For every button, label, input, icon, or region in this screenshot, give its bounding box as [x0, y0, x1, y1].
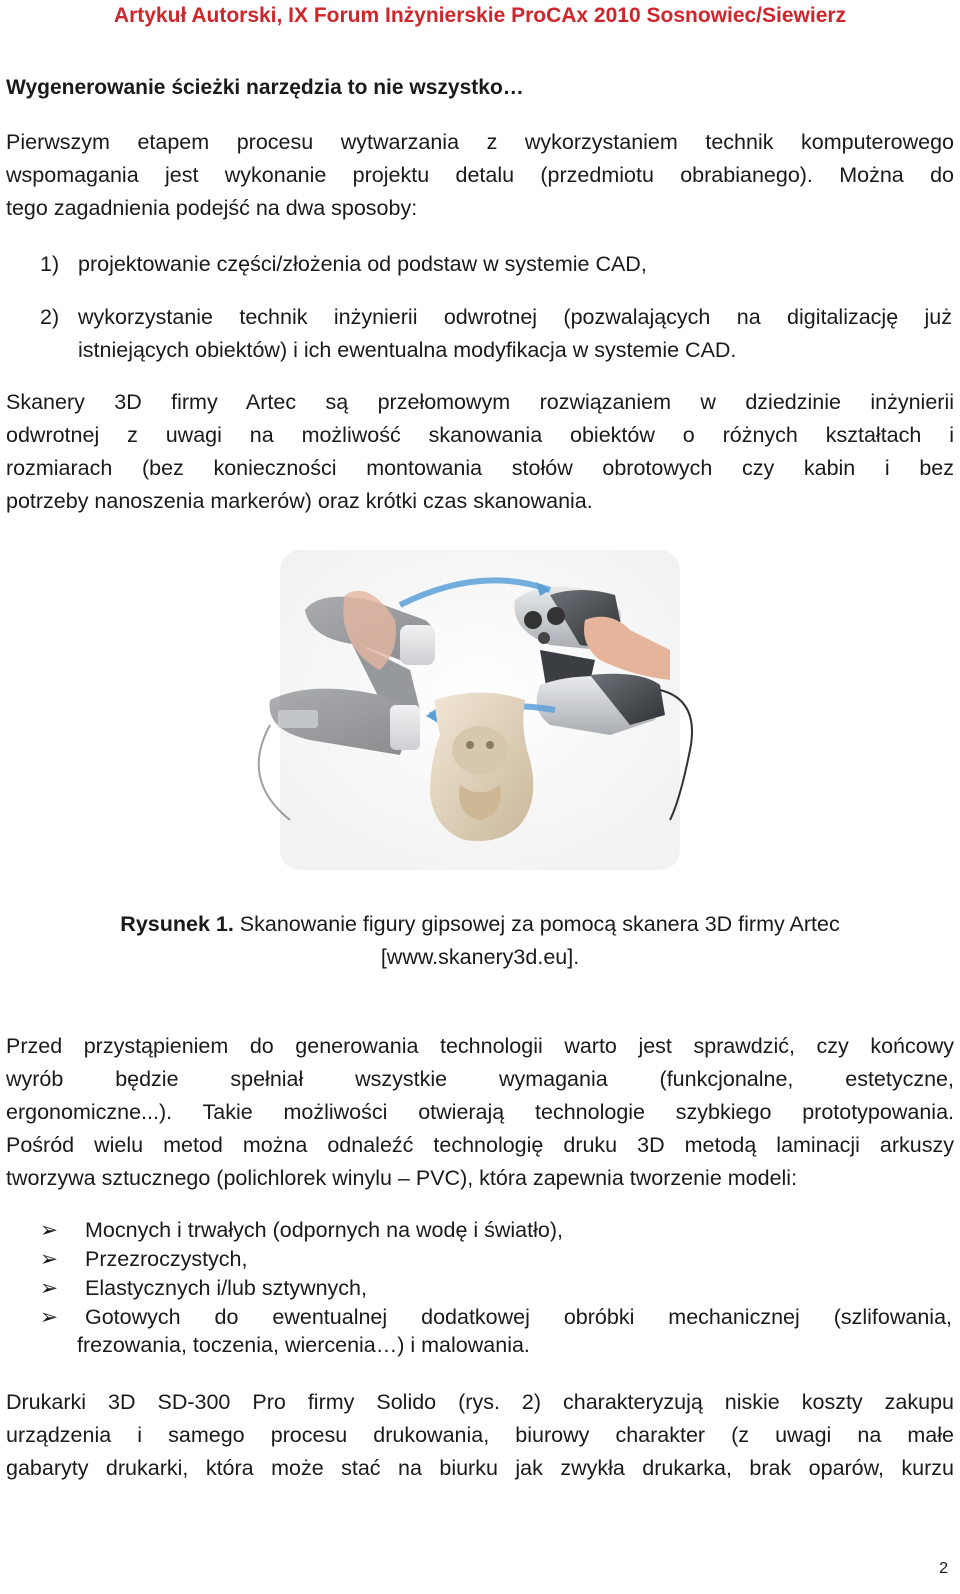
plaster-figure — [430, 693, 533, 842]
bullet-text: Przezroczystych, — [85, 1247, 248, 1271]
arrow-bullet-icon: ➢ — [40, 1305, 59, 1329]
bullet-item-4 — [40, 1303, 952, 1363]
text-line: Przed przystąpieniem do generowania technologii warto jest sprawdzić, czy końcowy — [6, 1034, 954, 1058]
text-line: tworzywa sztucznego (polichlorek winylu – PVC), która zapewnia tworzenie modeli: — [6, 1166, 798, 1190]
arrow-bullet-icon: ➢ — [40, 1218, 59, 1242]
text-line: Skanery 3D firmy Artec są przełomowym rozwiązaniem w dziedzinie inżynierii — [6, 390, 954, 414]
bullet-text: Mocnych i trwałych (odpornych na wodę i światło), — [85, 1218, 563, 1242]
figure-scanner-image — [250, 550, 710, 880]
list-number: 2) — [40, 305, 60, 329]
text-line: potrzeby nanoszenia markerów) oraz krótki czas skanowania. — [6, 489, 593, 513]
list-number: 1) — [40, 252, 60, 276]
figure-caption — [40, 908, 920, 974]
numbered-item-2 — [40, 301, 952, 371]
bullet-text-line: Gotowych do ewentualnej dodatkowej obróbki mechanicznej (szlifowania, — [85, 1305, 952, 1329]
text-line: Pośród wielu metod można odnaleźć technologię druku 3D metodą laminacji arkuszy — [6, 1133, 954, 1157]
paragraph-artec — [6, 386, 954, 518]
numbered-item-1 — [40, 248, 952, 288]
text-line: Drukarki 3D SD-300 Pro firmy Solido (rys. 2) charakteryzują niskie koszty zakupu — [6, 1390, 954, 1414]
paragraph-intro — [6, 126, 954, 225]
list-text-line: istniejących obiektów) i ich ewentualna modyfikacja w systemie CAD. — [78, 338, 737, 362]
bullet-text-line: frezowania, toczenia, wiercenia…) i malowania. — [77, 1333, 530, 1357]
text-line: wyrób będzie spełniał wszystkie wymagania (funkcjonalne, estetyczne, — [6, 1067, 954, 1091]
caption-line-2: [www.skanery3d.eu]. — [380, 945, 580, 969]
text-line: Pierwszym etapem procesu wytwarzania z wykorzystaniem technik komputerowego — [6, 130, 954, 154]
text-line: rozmiarach (bez konieczności montowania stołów obrotowych czy kabin i bez — [6, 456, 954, 480]
page-number: 2 — [939, 1560, 948, 1577]
arrow-bullet-icon: ➢ — [40, 1247, 59, 1271]
list-text: projektowanie części/złożenia od podstaw w systemie CAD, — [78, 252, 647, 276]
paragraph-solido — [6, 1386, 954, 1485]
paragraph-prototyping — [6, 1030, 954, 1195]
bullet-text: Elastycznych i/lub sztywnych, — [85, 1276, 367, 1300]
text-line: ergonomiczne...). Takie możliwości otwierają technologie szybkiego prototypowania. — [6, 1100, 954, 1124]
bullet-item-2 — [40, 1245, 952, 1275]
caption-label: Rysunek 1. — [120, 912, 234, 936]
list-text-line: wykorzystanie technik inżynierii odwrotnej (pozwalających na digitalizację już — [78, 305, 952, 329]
text-line: wspomagania jest wykonanie projektu detalu (przedmiotu obrabianego). Można do — [6, 163, 954, 187]
caption-line-1 — [40, 908, 920, 941]
caption-text: Skanowanie figury gipsowej za pomocą skanera 3D firmy Artec — [233, 912, 840, 936]
arrow-bullet-icon: ➢ — [40, 1276, 59, 1300]
bullet-item-3 — [40, 1274, 952, 1304]
text-line: urządzenia i samego procesu drukowania, biurowy charakter (z uwagi na małe — [6, 1423, 954, 1447]
page-header: Artykuł Autorski, IX Forum Inżynierskie ProCAx 2010 Sosnowiec/Siewierz — [113, 4, 847, 27]
text-line: odwrotnej z uwagi na możliwość skanowania obiektów o różnych kształtach i — [6, 423, 954, 447]
bullet-item-1 — [40, 1216, 952, 1246]
text-line: gabaryty drukarki, która może stać na biurku jak zwykła drukarka, brak oparów, kurzu — [6, 1456, 954, 1480]
text-line: tego zagadnienia podejść na dwa sposoby: — [6, 196, 418, 220]
section-heading: Wygenerowanie ścieżki narzędzia to nie wszystko… — [6, 76, 524, 99]
